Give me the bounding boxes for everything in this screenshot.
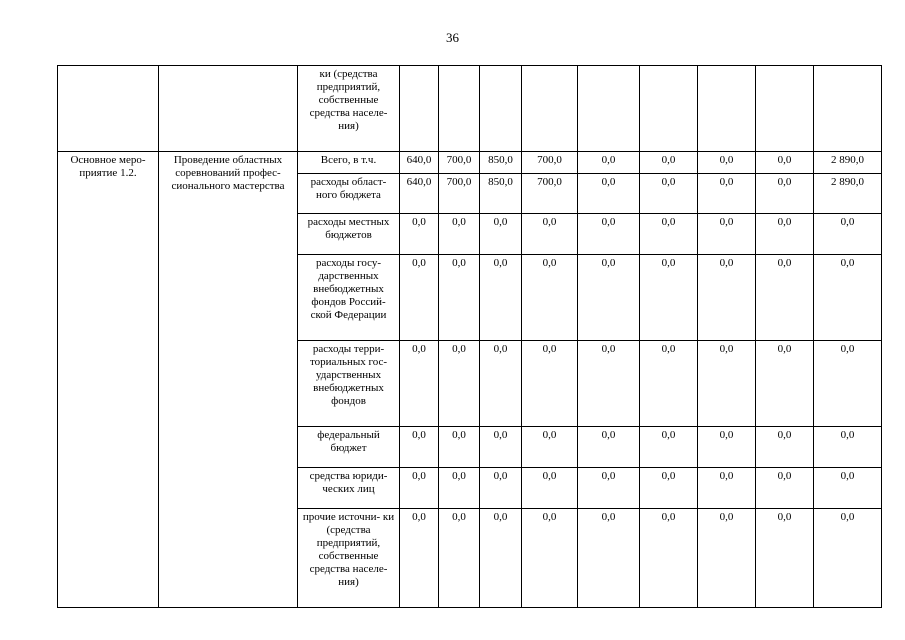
funding-source-cell: прочие источни- ки (средства предприятий, собственные средства населе- ния) xyxy=(298,509,400,608)
value-cell: 0,0 xyxy=(400,468,439,509)
value-cell: 0,0 xyxy=(698,255,756,341)
value-cell: 850,0 xyxy=(480,152,522,174)
value-cell: 0,0 xyxy=(756,214,814,255)
value-cell: 0,0 xyxy=(439,427,480,468)
value-cell: 0,0 xyxy=(814,468,882,509)
table-row xyxy=(58,66,882,152)
value-cell: 2 890,0 xyxy=(814,174,882,214)
value-cell: 0,0 xyxy=(480,468,522,509)
value-cell: 0,0 xyxy=(640,468,698,509)
value-cell: 0,0 xyxy=(578,152,640,174)
value-cell: 0,0 xyxy=(578,214,640,255)
table-row xyxy=(58,152,882,174)
value-cell: 700,0 xyxy=(522,174,578,214)
value-cell: 700,0 xyxy=(439,152,480,174)
value-cell: 0,0 xyxy=(522,255,578,341)
value-cell: 0,0 xyxy=(480,509,522,608)
funding-source-cell: расходы госу- дарственных внебюджетных фондов Россий- ской Федерации xyxy=(298,255,400,341)
value-cell: 0,0 xyxy=(578,174,640,214)
value-cell: 0,0 xyxy=(640,214,698,255)
funding-source-cell: Всего, в т.ч. xyxy=(298,152,400,174)
value-cell: 640,0 xyxy=(400,174,439,214)
value-cell xyxy=(756,66,814,152)
measure-name-cell xyxy=(58,66,159,152)
value-cell xyxy=(522,66,578,152)
value-cell: 0,0 xyxy=(756,341,814,427)
value-cell: 0,0 xyxy=(640,427,698,468)
value-cell xyxy=(698,66,756,152)
value-cell: 0,0 xyxy=(578,509,640,608)
value-cell: 0,0 xyxy=(480,255,522,341)
value-cell: 0,0 xyxy=(698,509,756,608)
value-cell: 0,0 xyxy=(698,152,756,174)
value-cell: 0,0 xyxy=(698,174,756,214)
value-cell: 2 890,0 xyxy=(814,152,882,174)
value-cell: 0,0 xyxy=(400,214,439,255)
value-cell: 0,0 xyxy=(640,152,698,174)
value-cell: 0,0 xyxy=(756,509,814,608)
value-cell: 640,0 xyxy=(400,152,439,174)
value-cell xyxy=(578,66,640,152)
value-cell: 0,0 xyxy=(522,427,578,468)
value-cell: 0,0 xyxy=(756,427,814,468)
value-cell: 0,0 xyxy=(756,152,814,174)
value-cell: 0,0 xyxy=(578,427,640,468)
funding-source-cell: федеральный бюджет xyxy=(298,427,400,468)
value-cell: 0,0 xyxy=(439,255,480,341)
measure-description-cell xyxy=(159,66,298,152)
value-cell: 0,0 xyxy=(698,468,756,509)
value-cell: 0,0 xyxy=(814,427,882,468)
page-number: 36 xyxy=(446,30,459,45)
value-cell: 700,0 xyxy=(522,152,578,174)
value-cell xyxy=(439,66,480,152)
value-cell: 0,0 xyxy=(522,509,578,608)
funding-source-cell: расходы местных бюджетов xyxy=(298,214,400,255)
value-cell: 0,0 xyxy=(480,341,522,427)
value-cell: 0,0 xyxy=(480,214,522,255)
value-cell: 0,0 xyxy=(578,468,640,509)
value-cell: 0,0 xyxy=(439,214,480,255)
value-cell: 0,0 xyxy=(640,509,698,608)
value-cell: 0,0 xyxy=(814,255,882,341)
value-cell xyxy=(814,66,882,152)
value-cell: 0,0 xyxy=(480,427,522,468)
value-cell: 0,0 xyxy=(439,341,480,427)
value-cell xyxy=(480,66,522,152)
value-cell: 0,0 xyxy=(400,341,439,427)
value-cell: 0,0 xyxy=(756,468,814,509)
value-cell: 0,0 xyxy=(522,214,578,255)
value-cell: 0,0 xyxy=(814,214,882,255)
value-cell: 0,0 xyxy=(400,255,439,341)
value-cell: 700,0 xyxy=(439,174,480,214)
value-cell: 0,0 xyxy=(578,341,640,427)
value-cell: 0,0 xyxy=(522,468,578,509)
value-cell xyxy=(640,66,698,152)
value-cell: 0,0 xyxy=(640,174,698,214)
measure-name-cell: Основное меро- приятие 1.2. xyxy=(58,152,159,608)
value-cell: 0,0 xyxy=(640,341,698,427)
value-cell: 0,0 xyxy=(698,341,756,427)
funding-source-cell: расходы област- ного бюджета xyxy=(298,174,400,214)
value-cell: 0,0 xyxy=(756,174,814,214)
value-cell: 0,0 xyxy=(814,341,882,427)
value-cell: 0,0 xyxy=(698,214,756,255)
value-cell: 0,0 xyxy=(578,255,640,341)
funding-source-cell: расходы терри- ториальных гос- ударственных внебюджетных фондов xyxy=(298,341,400,427)
measure-description-cell: Проведение областных соревнований профес- сионального мастерства xyxy=(159,152,298,608)
value-cell: 0,0 xyxy=(640,255,698,341)
funding-source-cell: ки (средства предприятий, собственные средства населе- ния) xyxy=(298,66,400,152)
budget-table xyxy=(57,65,882,608)
value-cell xyxy=(400,66,439,152)
value-cell: 0,0 xyxy=(814,509,882,608)
value-cell: 850,0 xyxy=(480,174,522,214)
funding-source-cell: средства юриди- ческих лиц xyxy=(298,468,400,509)
value-cell: 0,0 xyxy=(439,509,480,608)
value-cell: 0,0 xyxy=(522,341,578,427)
value-cell: 0,0 xyxy=(698,427,756,468)
value-cell: 0,0 xyxy=(400,427,439,468)
value-cell: 0,0 xyxy=(439,468,480,509)
value-cell: 0,0 xyxy=(756,255,814,341)
value-cell: 0,0 xyxy=(400,509,439,608)
